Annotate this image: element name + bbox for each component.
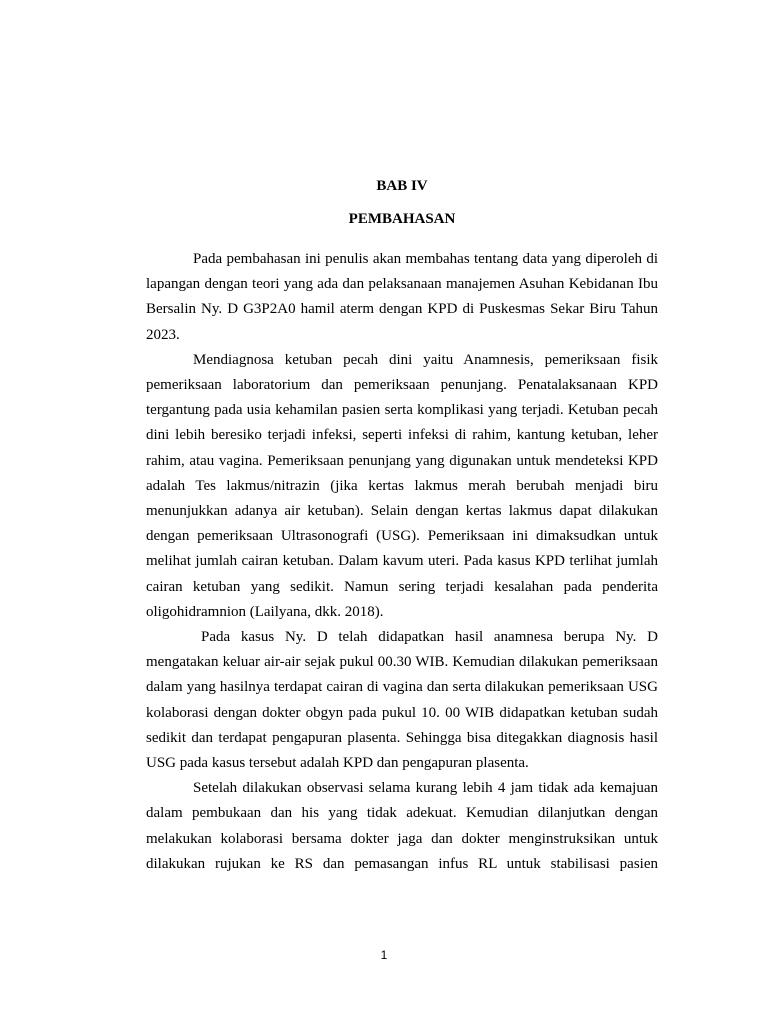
- paragraph-1: Pada pembahasan ini penulis akan membahas tentang data yang diperoleh di lapangan dengan teori yang ada dan pelaksanaan manajemen Asuhan Kebidanan Ibu Bersalin Ny. D G3P2A0 hamil aterm dengan KPD di Puskesmas Sekar Biru Tahun 2023.: [146, 251, 658, 343]
- body-text: [146, 247, 658, 877]
- page-number: 1: [380, 948, 388, 962]
- chapter-heading: BAB IV: [376, 178, 428, 194]
- chapter-title: PEMBAHASAN: [348, 211, 456, 227]
- paragraph-3: Pada kasus Ny. D telah didapatkan hasil anamnesa berupa Ny. D mengatakan keluar air-air sejak pukul 00.30 WIB. Kemudian dilakukan pemeriksaan dalam yang hasilnya terdapat cairan di vagina dan serta dilakukan pemeriksaan USG kolaborasi dengan dokter obgyn pada pukul 10. 00 WIB didapatkan ketuban sudah sedikit dan terdapat pengapuran plasenta. Sehingga bisa ditegakkan diagnosis hasil USG pada kasus tersebut adalah KPD dan pengapuran plasenta.: [146, 629, 658, 772]
- paragraph-4: Setelah dilakukan observasi selama kurang lebih 4 jam tidak ada kemajuan dalam pembukaan dan his yang tidak adekuat. Kemudian dilanjutkan dengan melakukan kolaborasi bersama dokter jaga dan dokter menginstruksikan untuk dilakukan rujukan ke RS dan pemasangan infus RL untuk stabilisasi pasien: [146, 780, 658, 872]
- paragraph-2: Mendiagnosa ketuban pecah dini yaitu Anamnesis, pemeriksaan fisik pemeriksaan laboratorium dan pemeriksaan penunjang. Penatalaksanaan KPD tergantung pada usia kehamilan pasien serta komplikasi yang terjadi. Ketuban pecah dini lebih beresiko terjadi infeksi, seperti infeksi di rahim, kantung ketuban, leher rahim, atau vagina. Pemeriksaan penunjang yang digunakan untuk mendeteksi KPD adalah Tes lakmus/nitrazin (jika kertas lakmus merah berubah menjadi biru menunjukkan adanya air ketuban). Selain dengan kertas lakmus dapat dilakukan dengan pemeriksaan Ultrasonografi (USG). Pemeriksaan ini dimaksudkan untuk melihat jumlah cairan ketuban. Dalam kavum uteri. Pada kasus KPD terlihat jumlah cairan ketuban yang sedikit. Namun sering terjadi kesalahan pada penderita oligohidramnion (Lailyana, dkk. 2018).: [146, 351, 658, 620]
